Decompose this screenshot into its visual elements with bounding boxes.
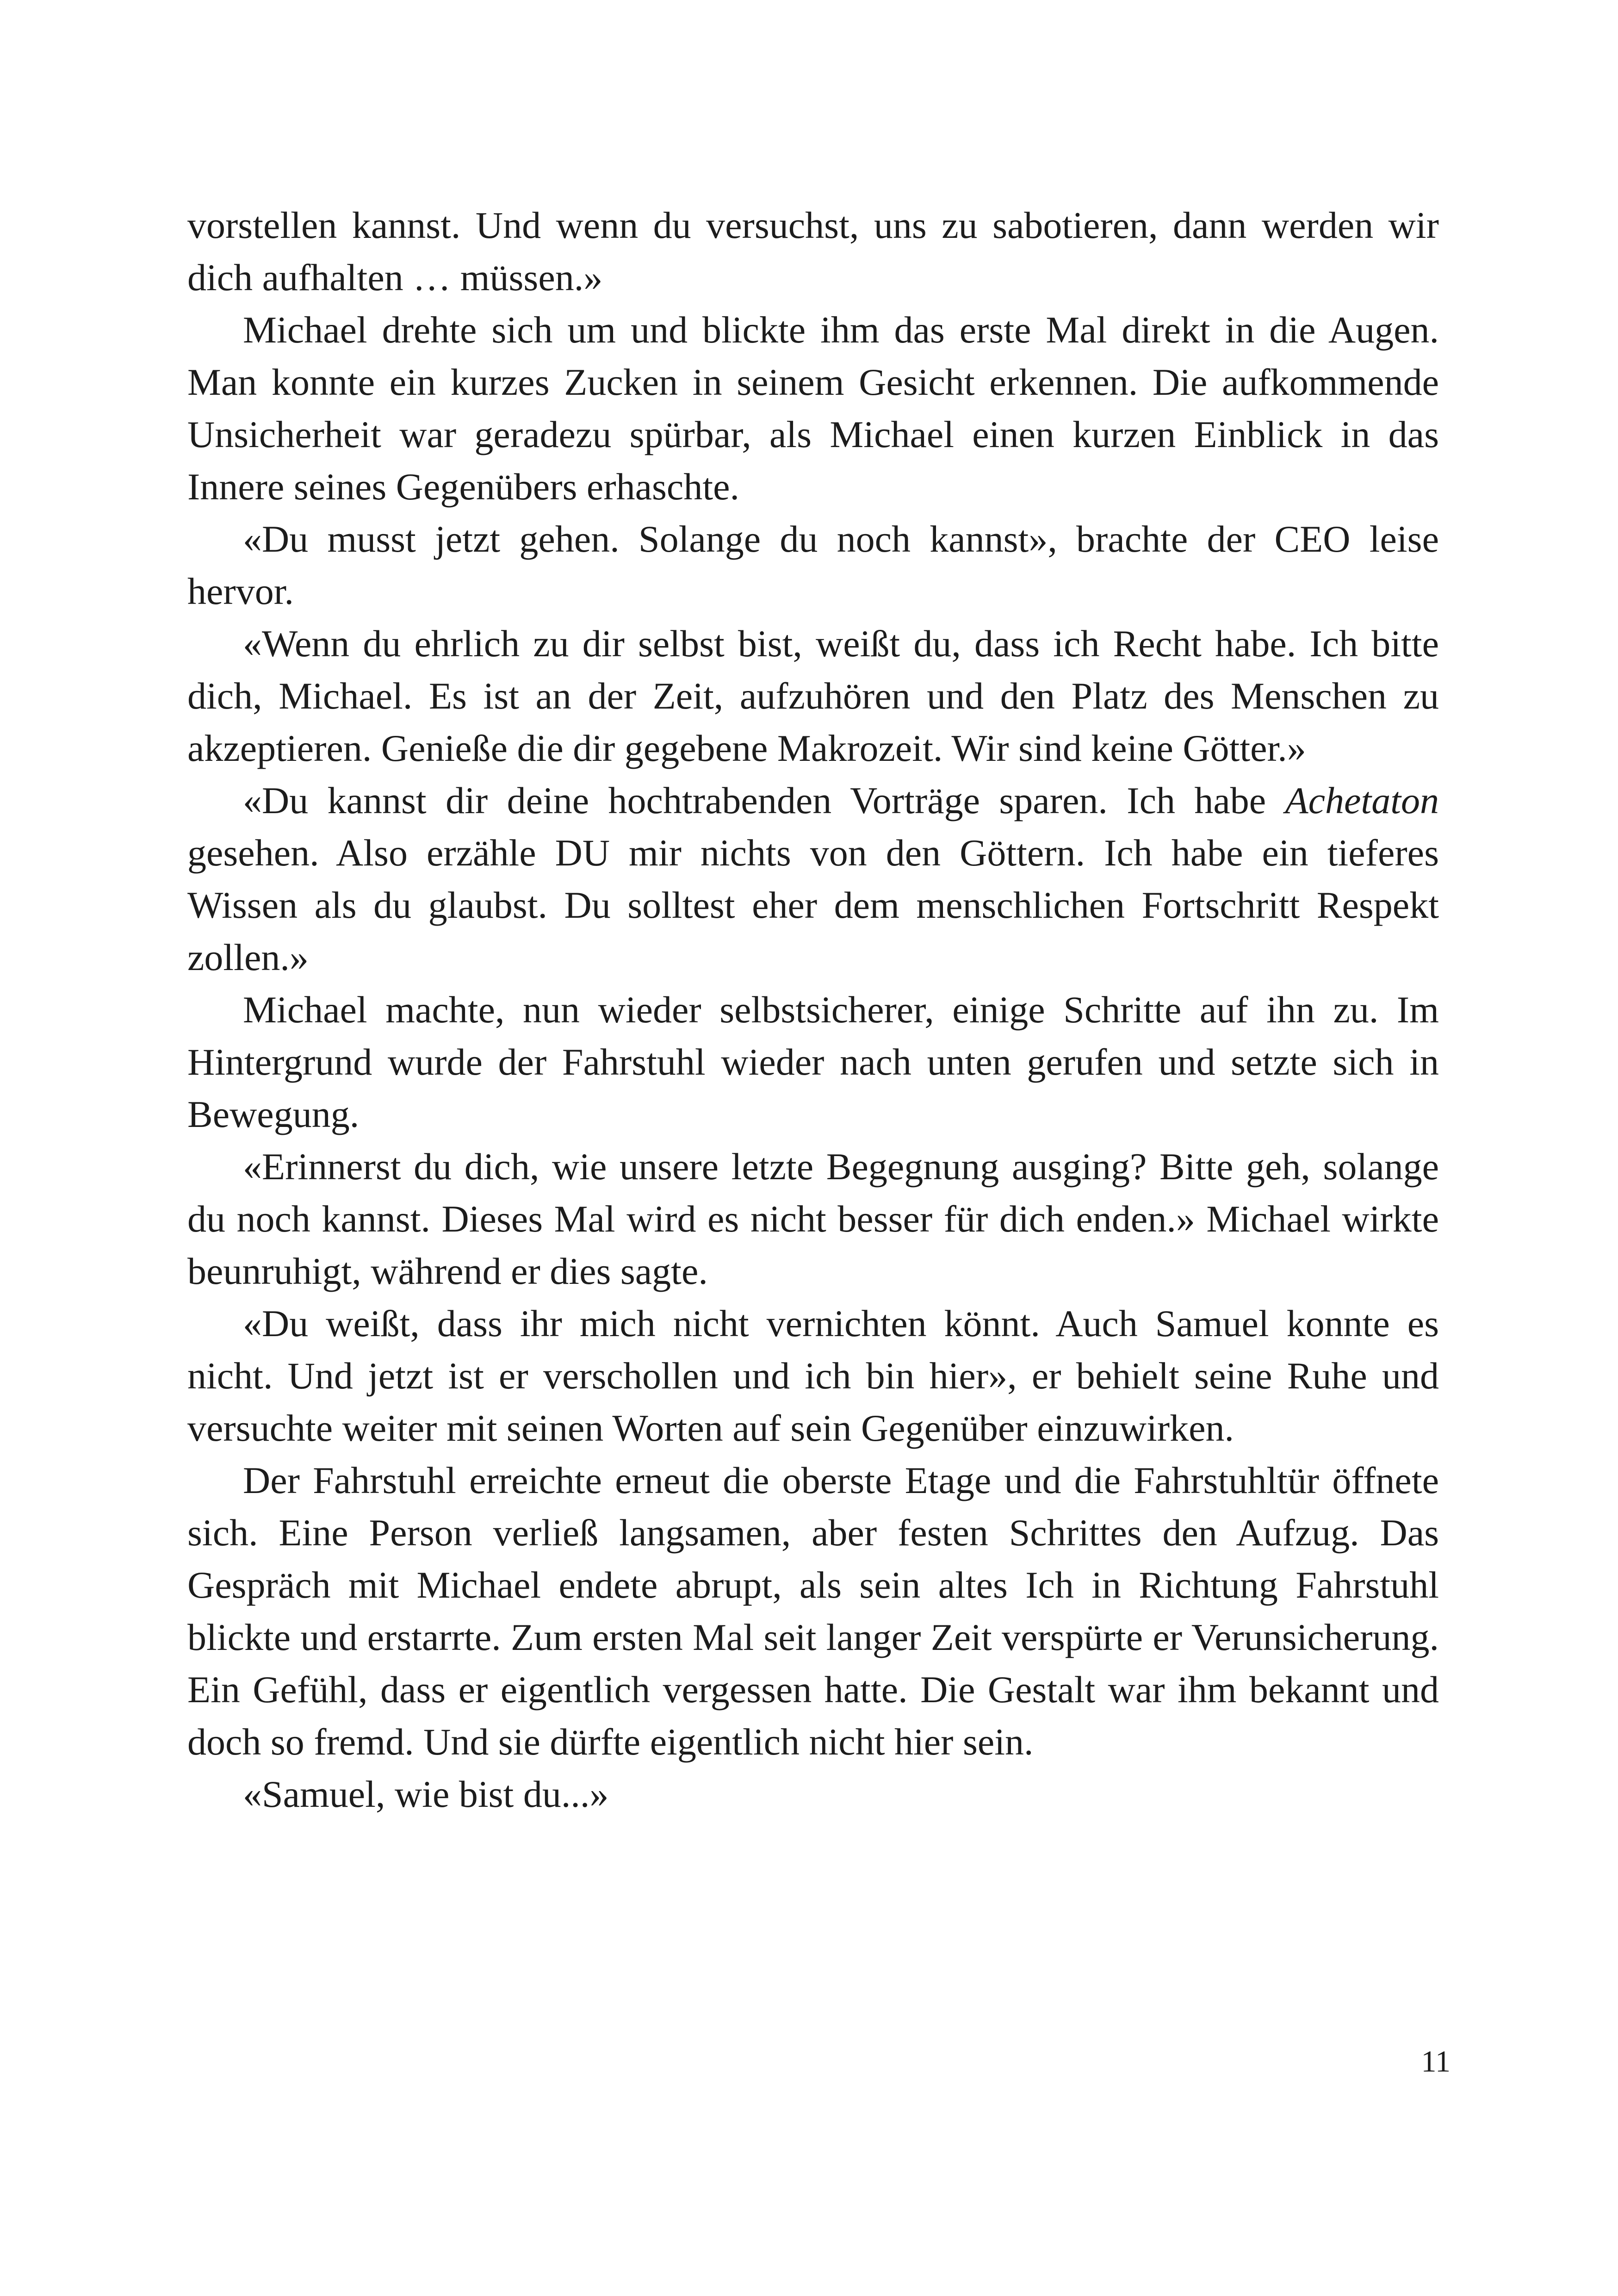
paragraph: «Erinnerst du dich, wie unsere letzte Begegnung ausging? Bitte geh, solange du noch kannst. Dieses Mal wird es nicht besser für dich enden.» Michael wirkte beunruhigt, während er dies sagte. (187, 1145, 1439, 1292)
paragraph: «Du weißt, dass ihr mich nicht vernichten könnt. Auch Samuel konnte es nicht. Und jetzt ist er verschollen und ich bin hier», er behielt seine Ruhe und versuchte weiter mit seinen Worten auf sein Gegenüber einzuwirken. (187, 1302, 1439, 1449)
paragraph: Der Fahrstuhl erreichte erneut die oberste Etage und die Fahrstuhltür öffnete sich. Eine Person verließ langsamen, aber festen Schrittes den Aufzug. Das Gespräch mit Michael endete abrupt, als sein altes Ich in Richtung Fahrstuhl blickte und erstarrte. Zum ersten Mal seit langer Zeit verspürte er Verunsicherung. Ein Gefühl, dass er eigentlich vergessen hatte. Die Gestalt war ihm bekannt und doch so fremd. Und sie dürfte eigentlich nicht hier sein. (187, 1459, 1439, 1763)
page-number: 11 (1421, 2045, 1451, 2078)
paragraph: «Du musst jetzt gehen. Solange du noch kannst», brachte der CEO leise hervor. (187, 518, 1439, 612)
italic-title: Achetaton (1285, 779, 1439, 821)
paragraph-text: «Du kannst dir deine hochtrabenden Vorträge sparen. Ich habe (243, 779, 1285, 821)
paragraph: vorstellen kannst. Und wenn du versuchst, uns zu sabotieren, dann werden wir dich aufhalten … müssen.» (187, 204, 1439, 299)
paragraph: «Samuel, wie bist du...» (243, 1773, 609, 1815)
paragraph (187, 774, 1439, 983)
paragraph: «Wenn du ehrlich zu dir selbst bist, weißt du, dass ich Recht habe. Ich bitte dich, Michael. Es ist an der Zeit, aufzuhören und den Platz des Menschen zu akzeptieren. Genieße die dir gegebene Makrozeit. Wir sind keine Götter.» (187, 622, 1439, 769)
paragraph: Michael drehte sich um und blickte ihm das erste Mal direkt in die Augen. Man konnte ein kurzes Zucken in seinem Gesicht erkennen. Die aufkommende Unsicherheit war geradezu spürbar, als Michael einen kurzen Einblick in das Innere seines Gegenübers erhaschte. (187, 309, 1439, 508)
paragraph: Michael machte, nun wieder selbstsicherer, einige Schritte auf ihn zu. Im Hintergrund wurde der Fahrstuhl wieder nach unten gerufen und setzte sich in Bewegung. (187, 989, 1439, 1135)
body-text (187, 199, 1439, 1820)
paragraph-text: gesehen. Also erzähle DU mir nichts von den Göttern. Ich habe ein tieferes Wissen als du glaubst. Du solltest eher dem menschlichen Fortschritt Respekt zollen.» (187, 832, 1439, 978)
